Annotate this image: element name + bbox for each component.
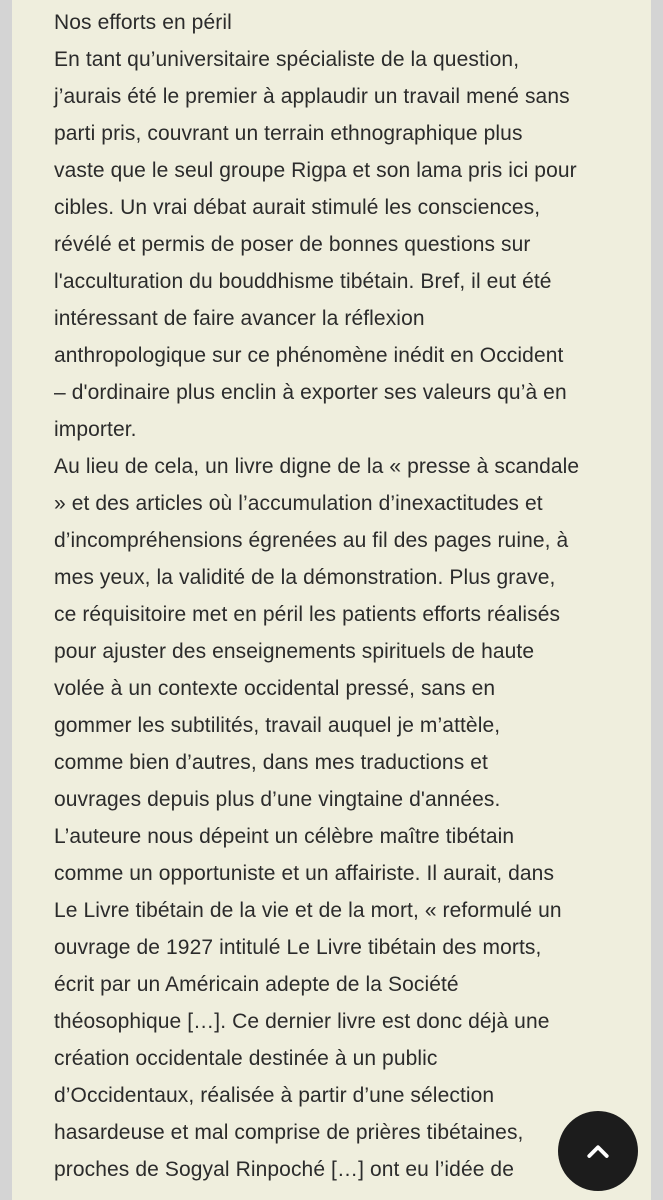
article-line: importer. bbox=[54, 418, 137, 441]
article-line: d’incompréhensions égrenées au fil des pages ruine, à bbox=[54, 529, 569, 552]
article-line: écrit par un Américain adepte de la Société bbox=[54, 973, 459, 996]
article-line: L’auteure nous dépeint un célèbre maître tibétain bbox=[54, 825, 515, 848]
article-line: ouvrage de 1927 intitulé Le Livre tibétain des morts, bbox=[54, 936, 542, 959]
article-line: hasardeuse et mal comprise de prières tibétaines, bbox=[54, 1121, 524, 1144]
article-line: comme un opportuniste et un affairiste. Il aurait, dans bbox=[54, 862, 555, 885]
article-line: ce réquisitoire met en péril les patients efforts réalisés bbox=[54, 603, 561, 626]
article-line: cibles. Un vrai débat aurait stimulé les consciences, bbox=[54, 196, 541, 219]
article-line: vaste que le seul groupe Rigpa et son lama pris ici pour bbox=[54, 159, 577, 182]
article-line: comme bien d’autres, dans mes traductions et bbox=[54, 751, 488, 774]
article-line: » et des articles où l’accumulation d’inexactitudes et bbox=[54, 492, 543, 515]
article-line: ouvrages depuis plus d’une vingtaine d'années. bbox=[54, 788, 501, 811]
article-line: Au lieu de cela, un livre digne de la « presse à scandale bbox=[54, 455, 580, 478]
article-line: révélé et permis de poser de bonnes questions sur bbox=[54, 233, 531, 256]
article-line: mes yeux, la validité de la démonstration. Plus grave, bbox=[54, 566, 556, 589]
article-line: création occidentale destinée à un public bbox=[54, 1047, 438, 1070]
article-line: intéressant de faire avancer la réflexion bbox=[54, 307, 425, 330]
article-page bbox=[12, 0, 651, 1200]
article-line: Le Livre tibétain de la vie et de la mort, « reformulé un bbox=[54, 899, 562, 922]
article-text bbox=[54, 4, 639, 1188]
article-line: proches de Sogyal Rinpoché […] ont eu l’idée de bbox=[54, 1158, 514, 1181]
article-line: d’Occidentaux, réalisée à partir d’une sélection bbox=[54, 1084, 495, 1107]
article-line: j’aurais été le premier à applaudir un travail mené sans bbox=[54, 85, 570, 108]
article-line: pour ajuster des enseignements spirituels de haute bbox=[54, 640, 535, 663]
article-line: l'acculturation du bouddhisme tibétain. Bref, il eut été bbox=[54, 270, 552, 293]
article-line: anthropologique sur ce phénomène inédit en Occident bbox=[54, 344, 564, 367]
article-heading: Nos efforts en péril bbox=[54, 11, 232, 34]
article-line: théosophique […]. Ce dernier livre est donc déjà une bbox=[54, 1010, 550, 1033]
article-line: – d'ordinaire plus enclin à exporter ses valeurs qu’à en bbox=[54, 381, 567, 404]
chevron-up-icon bbox=[583, 1136, 613, 1166]
article-line: gommer les subtilités, travail auquel je m’attèle, bbox=[54, 714, 501, 737]
article-line: parti pris, couvrant un terrain ethnographique plus bbox=[54, 122, 523, 145]
article-line: volée à un contexte occidental pressé, sans en bbox=[54, 677, 496, 700]
scroll-to-top-button[interactable] bbox=[558, 1111, 638, 1191]
article-line: En tant qu’universitaire spécialiste de la question, bbox=[54, 48, 520, 71]
